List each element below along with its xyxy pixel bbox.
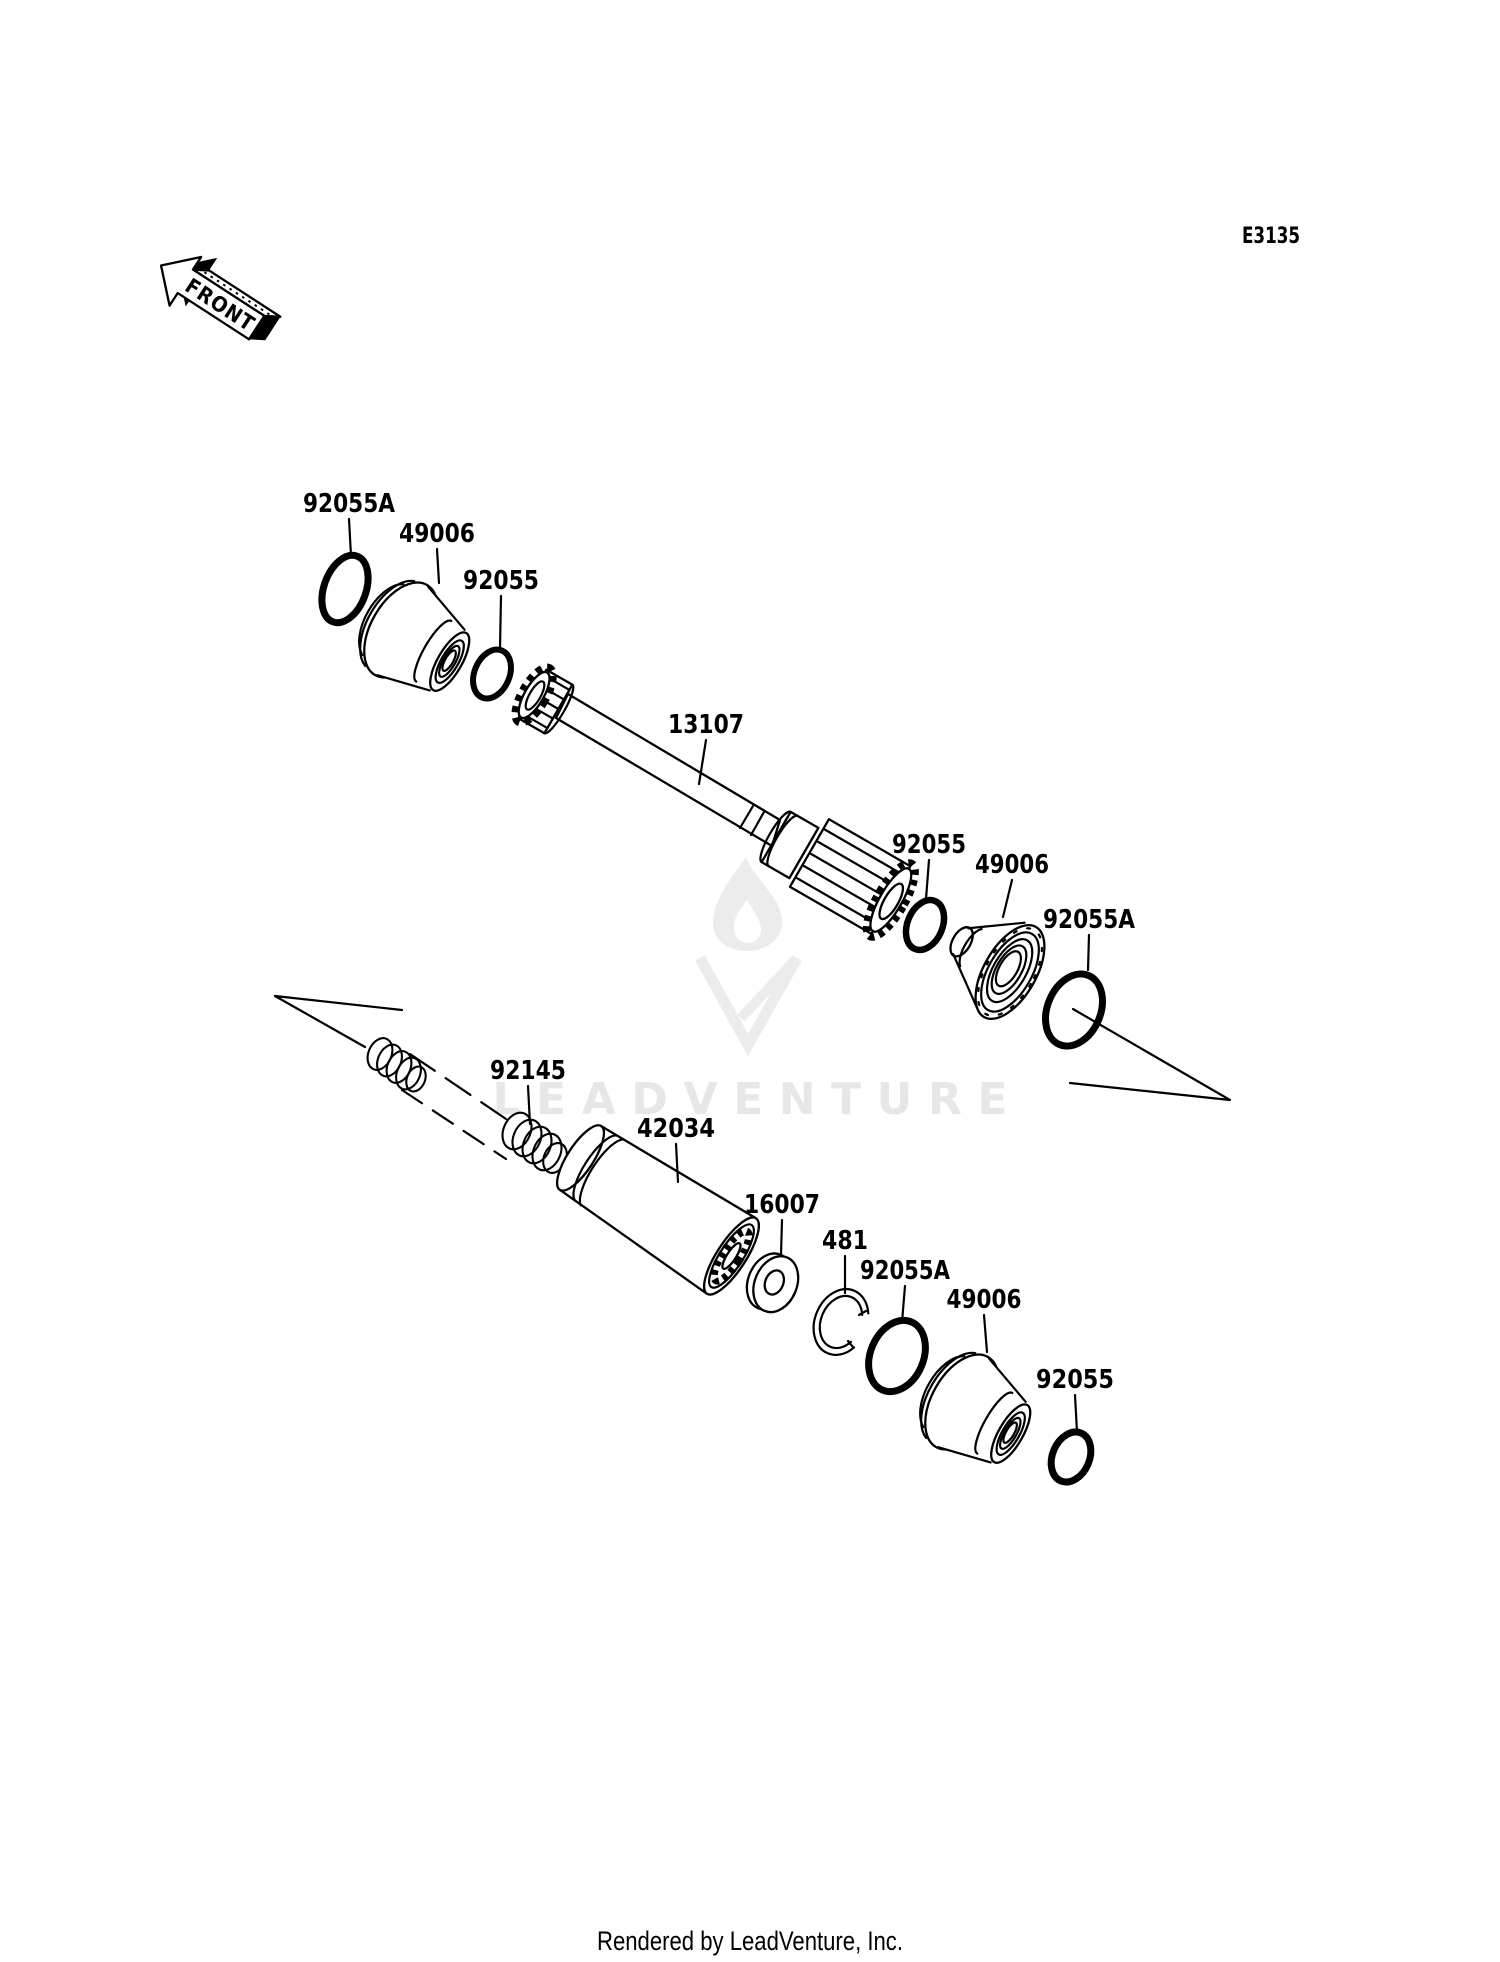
- footer-credit: Rendered by LeadVenture, Inc.: [597, 1926, 903, 1956]
- leader-92145: [528, 1086, 530, 1124]
- callout-label-49006-top: 49006: [399, 519, 475, 549]
- diagram-code: E3135: [1242, 224, 1300, 249]
- callout-label-49006-mid: 49006: [975, 850, 1049, 880]
- part-oring-92055-bottom: [1044, 1426, 1098, 1488]
- front-arrow-label: FRONT: [180, 273, 266, 341]
- front-arrow: [145, 234, 288, 359]
- callout-label-92145: 92145: [490, 1056, 566, 1086]
- callout-label-92055-bottom: 92055: [1036, 1365, 1114, 1395]
- leadventure-flame-icon: [713, 857, 782, 951]
- callout-label-92055-mid: 92055: [892, 830, 966, 860]
- part-oring-92055a-top: [313, 549, 376, 629]
- part-oring-92055a-bottom: [858, 1312, 936, 1401]
- leader-92055a-top: [349, 519, 351, 556]
- leader-92055a-bottom: [902, 1286, 905, 1322]
- callout-label-13107: 13107: [668, 710, 744, 740]
- leader-92055-bottom: [1075, 1395, 1077, 1432]
- leader-92055-top: [500, 596, 501, 648]
- part-shaft-spline-gear-front: [508, 662, 579, 739]
- callout-label-481: 481: [822, 1226, 868, 1256]
- watermark-text: LEADVENTURE: [492, 1074, 1008, 1125]
- leader-49006-mid: [1003, 880, 1012, 917]
- callout-label-92055a-mid: 92055A: [1043, 905, 1135, 935]
- part-spring-92145-a: [363, 1034, 429, 1094]
- callout-label-49006-bottom: 49006: [946, 1285, 1022, 1315]
- leader-92055a-mid: [1088, 935, 1089, 970]
- callout-label-16007: 16007: [744, 1190, 820, 1220]
- leader-16007: [781, 1220, 782, 1255]
- part-oring-92055-top: [466, 644, 518, 705]
- callout-label-92055-top: 92055: [463, 566, 539, 596]
- callout-label-92055a-bottom: 92055A: [860, 1256, 950, 1286]
- callout-label-42034: 42034: [637, 1114, 715, 1144]
- callout-pointer-left: [275, 996, 402, 1047]
- leader-49006-top: [437, 549, 439, 583]
- leadventure-v-icon: [700, 958, 797, 1045]
- callout-label-92055a-top: 92055A: [303, 489, 395, 519]
- leader-92055-mid: [926, 860, 929, 899]
- leader-49006-bottom: [984, 1315, 987, 1352]
